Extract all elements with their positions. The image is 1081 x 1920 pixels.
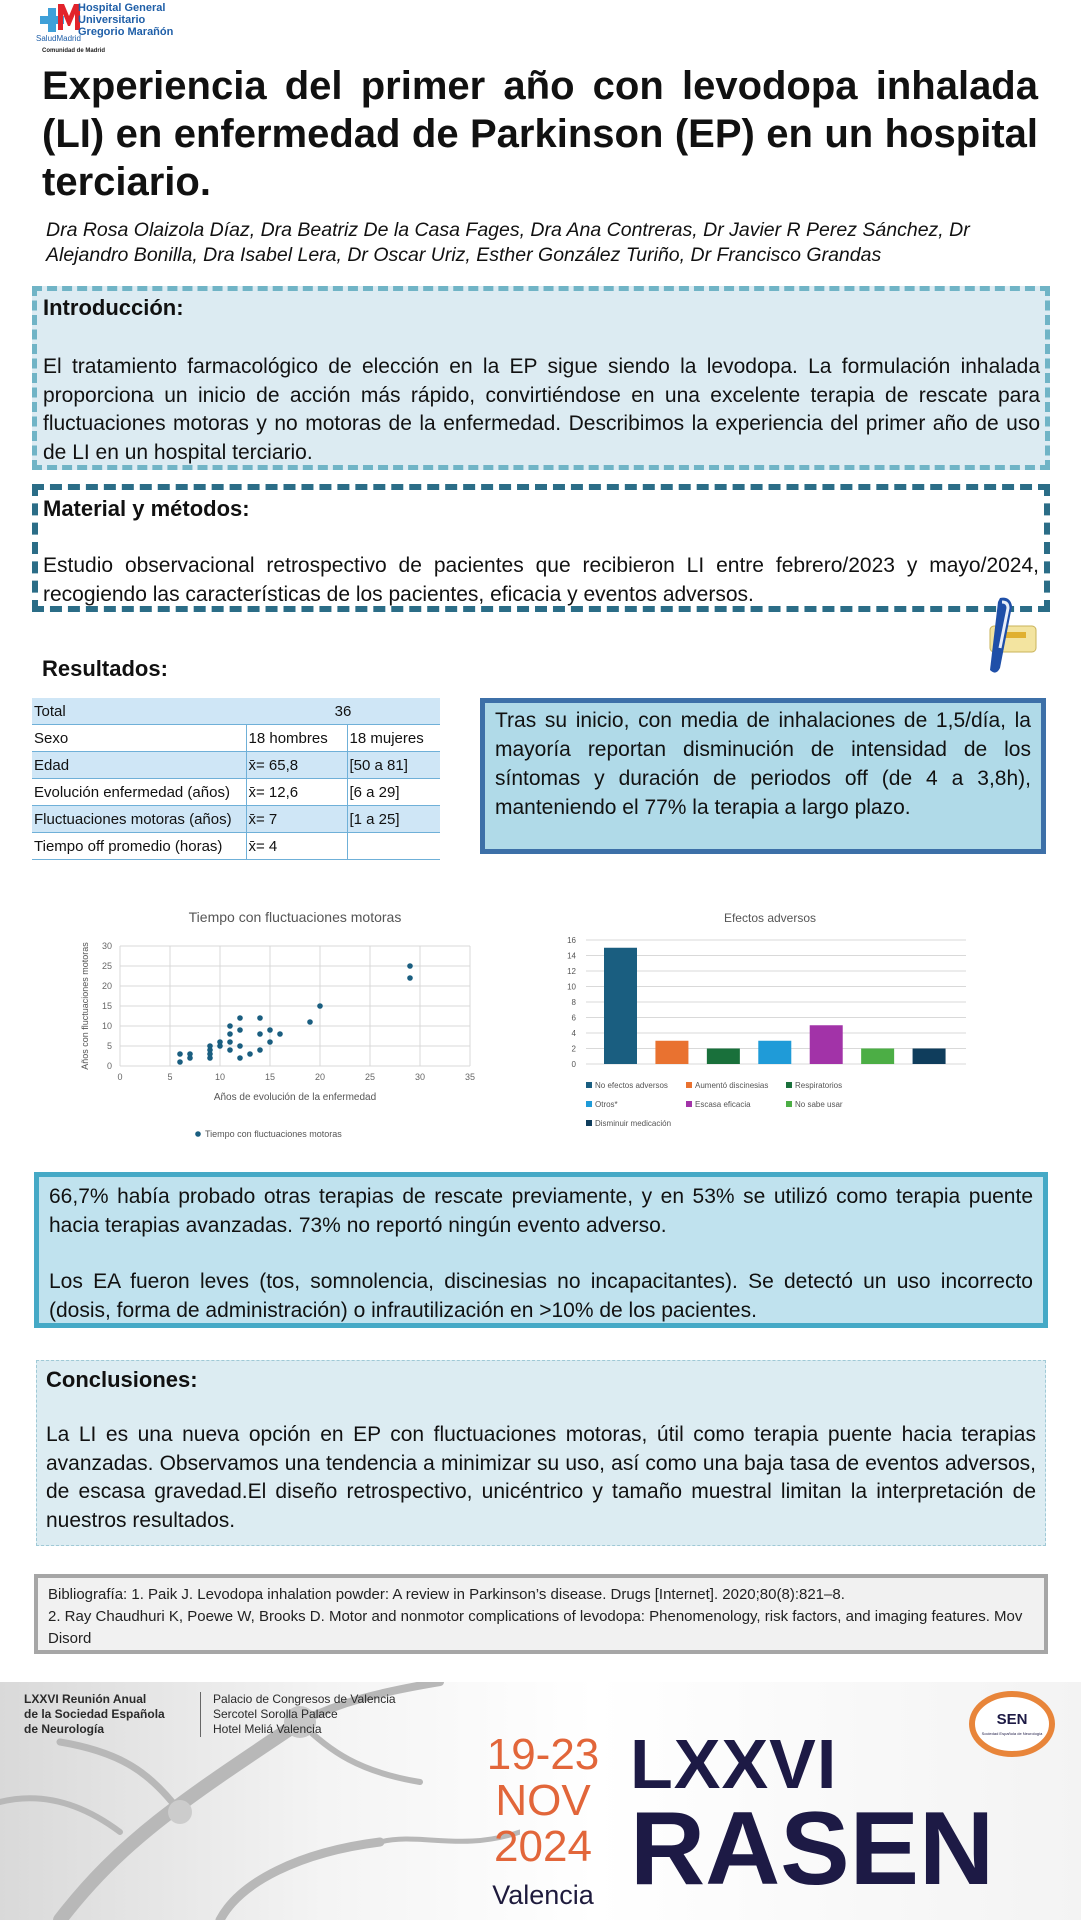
conference-name-line3: de Neurología [24, 1722, 105, 1736]
scatter-point [207, 1043, 213, 1049]
table-cell: Fluctuaciones motoras (años) [32, 806, 246, 833]
dates-year: 2024 [494, 1822, 592, 1871]
bar [707, 1049, 740, 1065]
intro-section [32, 286, 1050, 470]
legend-marker [686, 1101, 692, 1107]
salud-madrid-label: SaludMadrid [36, 34, 81, 43]
scatter-point [257, 1031, 263, 1037]
results-detail-p2: Los EA fueron leves (tos, somnolencia, discinesias no incapacitantes). Se detectó un uso incorrecto (dosis, forma de administración) o infrautilización en >10% de los pacientes. [49, 1270, 1033, 1322]
table-cell: Edad [32, 752, 246, 779]
conference-name [24, 1692, 165, 1737]
scatter-point [227, 1031, 233, 1037]
scatter-point [257, 1015, 263, 1021]
table-cell: x̄= 65,8 [246, 752, 347, 779]
y-tick-label: 15 [101, 1001, 112, 1011]
scatter-point [277, 1031, 283, 1037]
intro-text: El tratamiento farmacológico de elección en la EP sigue siendo la levodopa. La formulación inhalada proporciona un inicio de acción más rápido, convirtiéndose en una excelente terapia de rescate para fluctuaciones motoras y no motoras de la enfermedad. Describimos la experiencia del primer año de uso de LI en un hospital terciario. [43, 355, 1040, 464]
y-tick-label: 30 [101, 941, 112, 951]
hospital-name-line3: Gregorio Marañón [78, 26, 174, 38]
hospital-logo [30, 0, 210, 60]
scatter-point [227, 1023, 233, 1029]
table-cell: Tiempo off promedio (horas) [32, 833, 246, 860]
conference-dates [478, 1732, 608, 1870]
legend-label: Otros* [595, 1100, 618, 1109]
x-tick-label: 25 [364, 1072, 376, 1082]
table-cell: [1 a 25] [347, 806, 440, 833]
comunidad-madrid-label: Comunidad de Madrid [42, 48, 105, 54]
x-tick-label: 35 [464, 1072, 476, 1082]
table-cell [347, 833, 440, 860]
bar [655, 1041, 688, 1064]
y-tick-label: 6 [571, 1013, 576, 1023]
legend-label: No efectos adversos [595, 1081, 668, 1090]
legend-marker [586, 1082, 592, 1088]
legend-marker [586, 1120, 592, 1126]
table-row [32, 779, 440, 806]
scatter-point [247, 1051, 253, 1057]
legend-label: Disminuir medicación [595, 1119, 672, 1128]
dates-days: 19-23 [486, 1730, 600, 1779]
scatter-point [267, 1027, 273, 1033]
y-tick-label: 4 [571, 1029, 576, 1038]
y-tick-label: 0 [571, 1060, 576, 1069]
table-cell: x̄= 4 [246, 833, 347, 860]
conference-name-line1: LXXVI Reunión Anual [24, 1692, 147, 1706]
venue-line1: Palacio de Congresos de Valencia [213, 1692, 396, 1706]
x-tick-label: 5 [167, 1072, 173, 1082]
conclusions-text: La LI es una nueva opción en EP con fluctuaciones motoras, útil como terapia puente hacia terapias avanzadas. Observamos una tendencia a minimizar su uso, así como una baja tasa de eventos adversos, de escasa gravedad.El diseño retrospectivo, unicéntrico y tamaño muestral limitan la interpretación de nuestros resultados. [46, 1423, 1036, 1532]
patient-characteristics-table [32, 698, 440, 860]
legend-label: Escasa eficacia [695, 1100, 751, 1109]
scatter-point [237, 1027, 243, 1033]
scatter-chart [74, 904, 484, 1144]
x-tick-label: 0 [117, 1072, 123, 1082]
bibliography-line1: Bibliografía: 1. Paik J. Levodopa inhalation powder: A review in Parkinson’s disease. Drugs [Internet]. 2020;80(8):821–8. [48, 1586, 845, 1603]
table-cell: 18 mujeres [347, 725, 440, 752]
authors: Dra Rosa Olaizola Díaz, Dra Beatriz De la Casa Fages, Dra Ana Contreras, Dr Javier R Perez Sánchez, Dr Alejandro Bonilla, Dra Isabel Lera, Dr Oscar Uriz, Esther González Turiño, Dr Francisco Grandas [46, 219, 970, 266]
y-tick-label: 5 [106, 1041, 112, 1051]
poster-title: Experiencia del primer año con levodopa inhalada (LI) en enfermedad de Parkinson (EP) en un hospital terciario. [42, 64, 1038, 204]
table-cell: 36 [246, 698, 440, 725]
chart-title: Efectos adversos [723, 911, 817, 925]
hospital-name [78, 2, 173, 38]
table-row [32, 752, 440, 779]
conference-venues [200, 1692, 396, 1737]
banner-rasen: RASEN [630, 1791, 995, 1907]
table-cell: [6 a 29] [347, 779, 440, 806]
scatter-point [227, 1047, 233, 1053]
scatter-point [237, 1043, 243, 1049]
y-tick-label: 10 [567, 982, 576, 992]
scatter-point [187, 1051, 193, 1057]
table-cell: x̄= 12,6 [246, 779, 347, 806]
conclusions-heading: Conclusiones: [46, 1367, 198, 1392]
conference-name-line2: de la Sociedad Española [24, 1707, 165, 1721]
methods-heading: Material y métodos: [43, 496, 250, 521]
sen-logo-subtext: Sociedad Española de Neurología [981, 1731, 1043, 1736]
table-row [32, 833, 440, 860]
y-tick-label: 16 [567, 936, 576, 945]
venue-line2: Sercotel Sorolla Palace [213, 1707, 338, 1721]
x-tick-label: 10 [214, 1072, 226, 1082]
y-tick-label: 25 [101, 961, 112, 971]
results-heading: Resultados: [42, 656, 168, 681]
congress-banner [0, 1682, 1081, 1920]
x-axis-label: Años de evolución de la enfermedad [213, 1092, 377, 1103]
y-tick-label: 2 [571, 1044, 576, 1054]
scatter-point [177, 1059, 183, 1065]
sen-logo-text: SEN [996, 1711, 1028, 1728]
legend-marker [786, 1082, 792, 1088]
legend-label: Respiratorios [795, 1081, 843, 1090]
x-tick-label: 30 [414, 1072, 426, 1082]
y-tick-label: 20 [101, 981, 112, 991]
legend-marker [686, 1082, 692, 1088]
scatter-point [407, 963, 413, 969]
scatter-point [237, 1055, 243, 1061]
conclusions-section [36, 1360, 1046, 1546]
y-tick-label: 14 [567, 951, 576, 961]
y-tick-label: 10 [101, 1021, 112, 1031]
hospital-name-line2: Universitario [78, 14, 146, 26]
sen-logo [968, 1690, 1056, 1760]
bar-chart [560, 898, 980, 1138]
bar [758, 1041, 791, 1064]
table-cell: x̄= 7 [246, 806, 347, 833]
bibliography [34, 1574, 1048, 1654]
bibliography-line2: 2. Ray Chaudhuri K, Poewe W, Brooks D. Motor and nonmotor complications of levodopa: Phenomenology, risk factors, and imaging features. Mov Disord [48, 1608, 1023, 1647]
scatter-point [227, 1039, 233, 1045]
results-detail-p1: 66,7% había probado otras terapias de rescate previamente, y en 53% se utilizó como terapia puente hacia terapias avanzadas. 73% no reportó ningún evento adverso. [49, 1185, 1033, 1237]
scatter-point [317, 1003, 323, 1009]
bar [861, 1049, 894, 1065]
table-cell: 18 hombres [246, 725, 347, 752]
table-cell: Total [32, 698, 246, 725]
legend-marker [195, 1131, 201, 1137]
legend-marker [586, 1101, 592, 1107]
scatter-point [267, 1039, 273, 1045]
table-cell: [50 a 81] [347, 752, 440, 779]
legend-label: Aumentó discinesias [695, 1081, 769, 1090]
hospital-name-line1: Hospital General [78, 2, 166, 14]
y-tick-label: 0 [106, 1061, 112, 1071]
results-detail-box [34, 1172, 1048, 1328]
bar [810, 1025, 843, 1064]
inhaler-illustration [982, 596, 1046, 676]
x-tick-label: 20 [314, 1072, 326, 1082]
scatter-point [407, 975, 413, 981]
scatter-point [217, 1039, 223, 1045]
table-cell: Sexo [32, 725, 246, 752]
scatter-point [257, 1047, 263, 1053]
y-tick-label: 8 [571, 998, 576, 1007]
chart-title: Tiempo con fluctuaciones motoras [188, 909, 402, 925]
methods-text: Estudio observacional retrospectivo de pacientes que recibieron LI entre febrero/2023 y mayo/2024, recogiendo las características de los pacientes, eficacia y eventos adversos. [43, 554, 1039, 606]
conference-city: Valencia [492, 1880, 594, 1910]
scatter-point [307, 1019, 313, 1025]
table-row [32, 698, 440, 725]
methods-section [32, 484, 1050, 612]
legend-marker [786, 1101, 792, 1107]
banner-edition: LXXVI [630, 1725, 838, 1803]
table-row [32, 806, 440, 833]
y-axis-label: Años con fluctuaciones motoras [80, 942, 90, 1070]
legend-label: Tiempo con fluctuaciones motoras [205, 1129, 342, 1139]
venue-line3: Hotel Meliá Valencia [213, 1722, 322, 1736]
table-row [32, 725, 440, 752]
legend-label: No sabe usar [795, 1100, 843, 1109]
scatter-point [177, 1051, 183, 1057]
scatter-point [237, 1015, 243, 1021]
dates-month: NOV [495, 1776, 591, 1825]
intro-heading: Introducción: [43, 295, 184, 320]
results-summary-box: Tras su inicio, con media de inhalaciones de 1,5/día, la mayoría reportan disminución de intensidad de los síntomas y duración de periodos off (de 4 a 3,8h), manteniendo el 77% la terapia a largo plazo. [480, 698, 1046, 854]
y-tick-label: 12 [567, 967, 576, 976]
bar [604, 948, 637, 1064]
bar [913, 1049, 946, 1065]
x-tick-label: 15 [264, 1072, 276, 1082]
table-cell: Evolución enfermedad (años) [32, 779, 246, 806]
